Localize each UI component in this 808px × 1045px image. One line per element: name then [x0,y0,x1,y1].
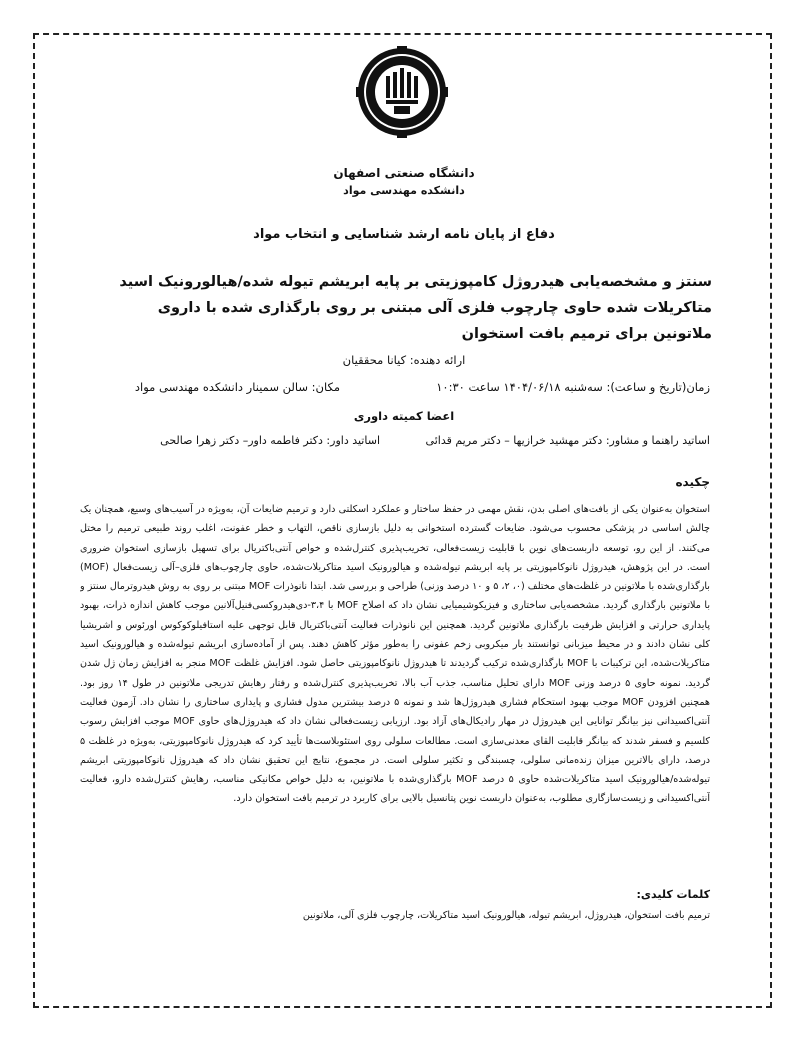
committee-heading: اعضا کمیته داوری [353,409,455,423]
keywords: ترمیم بافت استخوان، هیدروژل، ابریشم تیوله، هیالورونیک اسید متاکریلات، چارچوب فلزی آلی، ملاتونین [302,910,710,921]
defense-line: دفاع از پایان نامه ارشد شناسایی و انتخاب مواد [253,227,555,242]
university-logo [356,46,448,152]
faculty-name: دانشکده مهندسی مواد [343,184,465,197]
abstract-heading: چکیده [675,475,710,489]
university-name: دانشگاه صنعتی اصفهان [333,166,475,180]
presenter: ارائه دهنده: کیانا محققیان [342,353,466,367]
judges: اساتید داور: دکتر فاطمه داور– دکتر زهرا صالحی [160,434,380,447]
thesis-title: سنتز و مشخصه‌یابی هیدروژل کامپوزیتی بر پایه ابریشم تیوله شده/هیالورونیک اسید متاکریلات شده حاوی چارچوب فلزی آلی مبتنی بر روی بارگذاری شده با داروی ملاتونین برای ترمیم بافت استخوان [119,274,712,342]
advisors: اساتید راهنما و مشاور: دکتر مهشید خرازیها – دکتر مریم قدائی [425,434,710,447]
date-time: زمان(تاریخ و ساعت): سه‌شنبه ۱۴۰۴/۰۶/۱۸ ساعت ۱۰:۳۰ [436,380,710,394]
abstract-text: استخوان به‌عنوان یکی از بافت‌های اصلی بدن، نقش مهمی در حفظ ساختار و عملکرد اسکلتی دارد و ترمیم ضایعات آن، به‌ویژه در آسیب‌های وسیع، همچنان یک چالش اساسی در پزشکی محسوب می‌شود. ضایعات گسترده استخوانی به دلیل بازسازی ناقص، التهاب و خطر عفونت، اغلب روند طبیعی ترمیم را مختل می‌کنند. از این رو، توسعه داربست‌های نوین با قابلیت زیست‌فعالی، تخریب‌پذیری کنترل‌شده و خواص آنتی‌باکتریال برای تسهیل بازسازی استخوان ضروری است. در این پژوهش، هیدروژل نانوکامپوزیتی بر پایه ابریشم تیوله‌شده و هیالورونیک اسید متاکریلات‌شده، حاوی چارچوب‌های فلزی–آلی زیست‌فعال (MOF) بارگذاری‌شده با ملاتونین در غلظت‌های مختلف (۰، ۲، ۵ و ۱۰ درصد وزنی) طراحی و بررسی شد. ابتدا نانوذرات MOF مبتنی بر روی به روش هیدروترمال سنتز و با ملاتونین بارگذاری گردید. مشخصه‌یابی ساختاری و فیزیکوشیمیایی نشان داد که اصلاح MOF با ۳،۴-دی‌هیدروکسی‌فنیل‌آلانین موجب کاهش اندازه ذرات، بهبود پایداری حرارتی و افزایش ظرفیت بارگذاری ملاتونین گردید. همچنین این نانوذرات فعالیت آنتی‌باکتریال قابل توجهی علیه استافیلوکوکوس اورئوس و اشریشیا کلی نشان دادند و در محیط میزبانی توانستند بار میکروبی زخم عفونی را به‌طور مؤثر کاهش دهند. پس از آماده‌سازی ابریشم تیوله‌شده و هیالورونیک اسید متاکریلات‌شده، این ترکیبات با MOF بارگذاری‌شده ترکیب گردیدند تا هیدروژل نانوکامپوزیتی حاصل شود. افزایش غلظت MOF منجر به افزایش زمان ژل شدن گردید. نمونه حاوی ۵ درصد وزنی MOF دارای تحلیل مناسب، جذب آب بالا، تخریب‌پذیری کنترل‌شده و رفتار رهایش تدریجی ملاتونین در طول ۱۴ روز بود. همچنین افزودن MOF موجب بهبود استحکام فشاری هیدروژل‌ها شد و نمونه ۵ درصد بیشترین مدول فشاری و پایداری ساختاری را نشان داد. آزمون فعالیت آنتی‌اکسیدانی نیز بیانگر توانایی این هیدروژل در مهار رادیکال‌های آزاد بود. ارزیابی زیست‌فعالی نشان داد که هیدروژل‌های حاوی MOF موجب افزایش رسوب کلسیم و فسفر شدند که بیانگر قابلیت القای معدنی‌سازی است. مطالعات سلولی روی استئوبلاست‌ها تأیید کرد که هیدروژل نانوکامپوزیتی، به‌ویژه در غلظت ۵ درصد، دارای بالاترین میزان زنده‌مانی سلولی، چسبندگی و تکثیر سلولی است. در مجموع، نتایج این تحقیق نشان داد که هیدروژل نانوکامپوزیتی ابریشم تیوله‌شده/هیالورونیک اسید متاکریلات‌شده حاوی ۵ درصد MOF بارگذاری‌شده با ملاتونین، به دلیل خواص مکانیکی مناسب، رهایش کنترل‌شده دارو، فعالیت آنتی‌اکسیدانی و زیست‌سازگاری مطلوب، به‌عنوان داربست نوین پتانسیل بالایی برای کاربرد در ترمیم بافت استخوان دارد. [80,504,710,805]
keywords-heading: کلمات کلیدی: [636,888,710,901]
location: مکان: سالن سمینار دانشکده مهندسی مواد [134,380,340,394]
